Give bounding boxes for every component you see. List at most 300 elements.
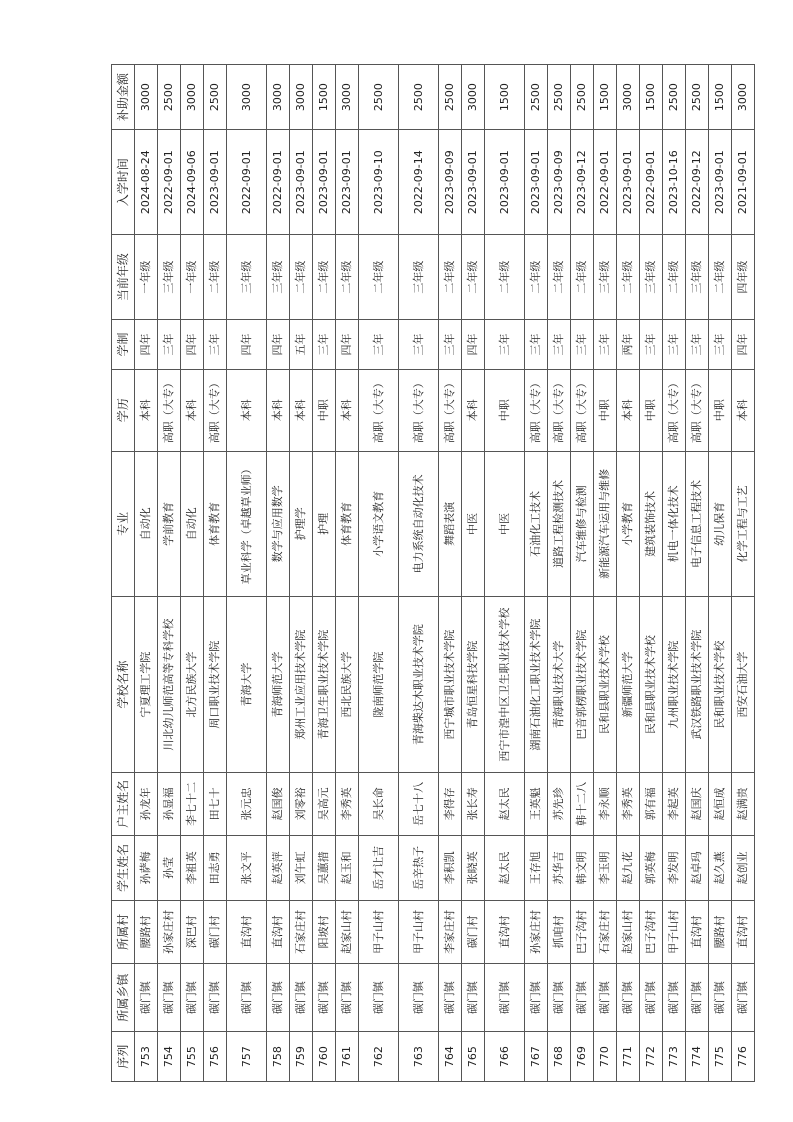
cell-school: 青海卫生职业技术学院 (313, 597, 336, 773)
student-subsidy-table (111, 64, 755, 1082)
cell-major: 数学与应用数学 (267, 451, 290, 597)
cell-village: 直沟村 (227, 900, 267, 963)
cell-subsidy-amount: 2500 (686, 65, 709, 130)
cell-education: 中职 (594, 369, 617, 451)
cell-education: 中职 (313, 369, 336, 451)
cell-index: 756 (204, 1032, 227, 1082)
cell-major: 自动化 (135, 451, 158, 597)
cell-township: 碳门镇 (439, 963, 462, 1031)
cell-index: 770 (594, 1032, 617, 1082)
cell-education: 高职（大专） (525, 369, 548, 451)
cell-major: 中医 (462, 451, 485, 597)
table-row (135, 65, 158, 1082)
cell-subsidy-amount: 1500 (594, 65, 617, 130)
table-row (686, 65, 709, 1082)
cell-household-head: 张长寿 (462, 772, 485, 835)
cell-household-head: 苏先珍 (548, 772, 571, 835)
cell-school: 陇南师范学院 (359, 597, 399, 773)
cell-household-head: 赵国俊 (267, 772, 290, 835)
cell-grade: 三年级 (399, 235, 439, 320)
cell-index: 766 (485, 1032, 525, 1082)
cell-village: 甲子山村 (359, 900, 399, 963)
table-row (709, 65, 732, 1082)
cell-index: 757 (227, 1032, 267, 1082)
cell-education: 高职（大专） (359, 369, 399, 451)
cell-village: 碳门村 (204, 900, 227, 963)
cell-grade: 二年级 (204, 235, 227, 320)
cell-household-head: 田七十 (204, 772, 227, 835)
table-row (313, 65, 336, 1082)
cell-education: 本科 (617, 369, 640, 451)
cell-village: 腰路村 (709, 900, 732, 963)
cell-township: 碳门镇 (135, 963, 158, 1031)
cell-index: 761 (336, 1032, 359, 1082)
cell-education: 本科 (267, 369, 290, 451)
cell-grade: 二年级 (663, 235, 686, 320)
cell-village: 阳坡村 (313, 900, 336, 963)
cell-household-head: 孙显福 (158, 772, 181, 835)
header-student-name: 学生姓名 (112, 835, 135, 900)
table-row (181, 65, 204, 1082)
cell-village: 深巴村 (181, 900, 204, 963)
cell-student-name: 王存旭 (525, 835, 548, 900)
cell-school: 新疆师范大学 (617, 597, 640, 773)
cell-grade: 二年级 (617, 235, 640, 320)
cell-enrollment-date: 2023-09-01 (313, 130, 336, 235)
cell-enrollment-date: 2023-09-01 (485, 130, 525, 235)
cell-household-head: 赵恒成 (709, 772, 732, 835)
cell-duration: 三年 (439, 320, 462, 370)
cell-duration: 四年 (181, 320, 204, 370)
cell-index: 769 (571, 1032, 594, 1082)
cell-grade: 三年级 (686, 235, 709, 320)
cell-student-name: 张文平 (227, 835, 267, 900)
cell-school: 青海师范大学 (267, 597, 290, 773)
cell-household-head: 李起英 (663, 772, 686, 835)
cell-education: 本科 (181, 369, 204, 451)
cell-village: 石家庄村 (290, 900, 313, 963)
cell-township: 碳门镇 (227, 963, 267, 1031)
cell-major: 小学语文教育 (359, 451, 399, 597)
cell-subsidy-amount: 2500 (571, 65, 594, 130)
cell-student-name: 李发明 (663, 835, 686, 900)
cell-grade: 三年级 (594, 235, 617, 320)
cell-enrollment-date: 2023-09-01 (462, 130, 485, 235)
cell-township: 碳门镇 (640, 963, 663, 1031)
cell-subsidy-amount: 3000 (336, 65, 359, 130)
table-row (485, 65, 525, 1082)
cell-subsidy-amount: 2500 (399, 65, 439, 130)
cell-index: 765 (462, 1032, 485, 1082)
cell-subsidy-amount: 3000 (617, 65, 640, 130)
cell-enrollment-date: 2023-09-01 (290, 130, 313, 235)
cell-household-head: 赵满贵 (732, 772, 755, 835)
cell-enrollment-date: 2023-09-01 (204, 130, 227, 235)
cell-subsidy-amount: 1500 (709, 65, 732, 130)
cell-education: 本科 (135, 369, 158, 451)
cell-household-head: 吴高元 (313, 772, 336, 835)
cell-enrollment-date: 2022-09-14 (399, 130, 439, 235)
cell-enrollment-date: 2023-09-01 (617, 130, 640, 235)
table-row (204, 65, 227, 1082)
cell-major: 护理学 (290, 451, 313, 597)
table-row (158, 65, 181, 1082)
header-index: 序列 (112, 1032, 135, 1082)
cell-township: 碳门镇 (313, 963, 336, 1031)
cell-education: 中职 (709, 369, 732, 451)
cell-grade: 一年级 (135, 235, 158, 320)
cell-subsidy-amount: 1500 (313, 65, 336, 130)
cell-index: 755 (181, 1032, 204, 1082)
cell-village: 巴子沟村 (640, 900, 663, 963)
cell-school: 郑州工业应用技术学院 (290, 597, 313, 773)
cell-school: 民和职业技术学校 (709, 597, 732, 773)
cell-township: 碳门镇 (571, 963, 594, 1031)
cell-township: 碳门镇 (525, 963, 548, 1031)
cell-duration: 三年 (485, 320, 525, 370)
cell-duration: 两年 (617, 320, 640, 370)
cell-school: 青岛恒星科技学院 (462, 597, 485, 773)
cell-major: 草业科学（卓越草业师） (227, 451, 267, 597)
cell-enrollment-date: 2023-09-10 (359, 130, 399, 235)
cell-township: 碳门镇 (290, 963, 313, 1031)
table-row (640, 65, 663, 1082)
cell-village: 直沟村 (686, 900, 709, 963)
header-school: 学校名称 (112, 597, 135, 773)
cell-grade: 三年级 (227, 235, 267, 320)
cell-enrollment-date: 2023-09-01 (336, 130, 359, 235)
cell-student-name: 赵九花 (617, 835, 640, 900)
cell-school: 周口职业技术学院 (204, 597, 227, 773)
cell-school: 民和县职业技术学校 (640, 597, 663, 773)
cell-grade: 二年级 (439, 235, 462, 320)
cell-education: 中职 (640, 369, 663, 451)
cell-school: 巴音郭楞职业技术学院 (571, 597, 594, 773)
cell-index: 762 (359, 1032, 399, 1082)
table-body (135, 65, 755, 1082)
cell-major: 体育教育 (204, 451, 227, 597)
cell-subsidy-amount: 3000 (181, 65, 204, 130)
cell-major: 中医 (485, 451, 525, 597)
cell-school: 民和县职业技术学校 (594, 597, 617, 773)
table-row (548, 65, 571, 1082)
cell-household-head: 张元忠 (227, 772, 267, 835)
cell-duration: 三年 (548, 320, 571, 370)
cell-school: 西宁市湟中区卫生职业技术学校 (485, 597, 525, 773)
cell-duration: 三年 (594, 320, 617, 370)
cell-township: 碳门镇 (158, 963, 181, 1031)
cell-duration: 三年 (709, 320, 732, 370)
table-row (267, 65, 290, 1082)
cell-student-name: 苏华吉 (548, 835, 571, 900)
cell-enrollment-date: 2022-09-01 (227, 130, 267, 235)
cell-duration: 五年 (290, 320, 313, 370)
cell-township: 碳门镇 (548, 963, 571, 1031)
table-row (571, 65, 594, 1082)
table-row (663, 65, 686, 1082)
cell-index: 768 (548, 1032, 571, 1082)
header-village: 所属村 (112, 900, 135, 963)
cell-student-name: 田志勇 (204, 835, 227, 900)
cell-student-name: 赵玉和 (336, 835, 359, 900)
cell-village: 孙家庄村 (525, 900, 548, 963)
cell-grade: 二年级 (313, 235, 336, 320)
cell-enrollment-date: 2023-09-01 (709, 130, 732, 235)
cell-subsidy-amount: 2500 (204, 65, 227, 130)
cell-grade: 二年级 (462, 235, 485, 320)
cell-school: 青海柴达木职业技术学院 (399, 597, 439, 773)
cell-education: 高职（大专） (204, 369, 227, 451)
cell-village: 甲子山村 (399, 900, 439, 963)
cell-education: 高职（大专） (158, 369, 181, 451)
cell-school: 川北幼儿师范高等专科学校 (158, 597, 181, 773)
cell-subsidy-amount: 3000 (732, 65, 755, 130)
cell-household-head: 赵太民 (485, 772, 525, 835)
cell-household-head: 韩十二八 (571, 772, 594, 835)
cell-student-name: 张晓英 (462, 835, 485, 900)
cell-subsidy-amount: 3000 (462, 65, 485, 130)
cell-township: 碳门镇 (399, 963, 439, 1031)
cell-enrollment-date: 2022-09-12 (686, 130, 709, 235)
cell-village: 石家庄村 (594, 900, 617, 963)
cell-grade: 二年级 (485, 235, 525, 320)
cell-enrollment-date: 2023-09-09 (439, 130, 462, 235)
cell-household-head: 赵国庆 (686, 772, 709, 835)
cell-education: 本科 (462, 369, 485, 451)
table-row (732, 65, 755, 1082)
cell-village: 抓咱村 (548, 900, 571, 963)
cell-duration: 四年 (267, 320, 290, 370)
cell-subsidy-amount: 2500 (548, 65, 571, 130)
cell-major: 自动化 (181, 451, 204, 597)
cell-village: 直沟村 (732, 900, 755, 963)
cell-subsidy-amount: 3000 (135, 65, 158, 130)
cell-education: 高职（大专） (663, 369, 686, 451)
cell-village: 腰路村 (135, 900, 158, 963)
cell-school: 湖南石油化工职业技术学院 (525, 597, 548, 773)
cell-student-name: 赵创业 (732, 835, 755, 900)
header-major: 专业 (112, 451, 135, 597)
cell-subsidy-amount: 2500 (439, 65, 462, 130)
cell-household-head: 刘零裕 (290, 772, 313, 835)
cell-major: 小学教育 (617, 451, 640, 597)
table-row (399, 65, 439, 1082)
cell-grade: 二年级 (336, 235, 359, 320)
cell-subsidy-amount: 1500 (640, 65, 663, 130)
cell-village: 直沟村 (267, 900, 290, 963)
cell-subsidy-amount: 2500 (663, 65, 686, 130)
cell-index: 775 (709, 1032, 732, 1082)
cell-index: 760 (313, 1032, 336, 1082)
header-subsidy-amount: 补助金额 (112, 65, 135, 130)
cell-household-head: 郭有福 (640, 772, 663, 835)
cell-student-name: 李玉明 (594, 835, 617, 900)
cell-school: 九州职业技术学院 (663, 597, 686, 773)
cell-major: 建筑装饰技术 (640, 451, 663, 597)
cell-duration: 三年 (158, 320, 181, 370)
cell-student-name: 李积凯 (439, 835, 462, 900)
header-enrollment-date: 入学时间 (112, 130, 135, 235)
cell-subsidy-amount: 3000 (267, 65, 290, 130)
cell-duration: 三年 (640, 320, 663, 370)
cell-index: 772 (640, 1032, 663, 1082)
cell-education: 中职 (485, 369, 525, 451)
table-row (462, 65, 485, 1082)
cell-village: 直沟村 (485, 900, 525, 963)
cell-township: 碳门镇 (709, 963, 732, 1031)
header-household-head: 户主姓名 (112, 772, 135, 835)
cell-subsidy-amount: 1500 (485, 65, 525, 130)
cell-grade: 一年级 (181, 235, 204, 320)
cell-student-name: 孙萨梅 (135, 835, 158, 900)
cell-duration: 三年 (399, 320, 439, 370)
cell-township: 碳门镇 (359, 963, 399, 1031)
cell-school: 西北民族大学 (336, 597, 359, 773)
cell-enrollment-date: 2022-09-01 (267, 130, 290, 235)
cell-subsidy-amount: 3000 (290, 65, 313, 130)
cell-major: 学前教育 (158, 451, 181, 597)
cell-household-head: 李得存 (439, 772, 462, 835)
cell-education: 高职（大专） (439, 369, 462, 451)
cell-major: 石油化工技术 (525, 451, 548, 597)
cell-subsidy-amount: 2500 (525, 65, 548, 130)
cell-student-name: 李祖英 (181, 835, 204, 900)
cell-student-name: 吴蕙措 (313, 835, 336, 900)
cell-township: 碳门镇 (594, 963, 617, 1031)
cell-grade: 二年级 (571, 235, 594, 320)
cell-student-name: 赵太民 (485, 835, 525, 900)
cell-grade: 三年级 (267, 235, 290, 320)
cell-index: 773 (663, 1032, 686, 1082)
cell-student-name: 郭英梅 (640, 835, 663, 900)
table-header-row (112, 65, 135, 1082)
cell-township: 碳门镇 (181, 963, 204, 1031)
cell-school: 北方民族大学 (181, 597, 204, 773)
cell-student-name: 岳辛热子 (399, 835, 439, 900)
cell-enrollment-date: 2022-09-01 (594, 130, 617, 235)
cell-education: 高职（大专） (548, 369, 571, 451)
cell-subsidy-amount: 2500 (158, 65, 181, 130)
cell-education: 本科 (290, 369, 313, 451)
cell-duration: 三年 (359, 320, 399, 370)
cell-education: 本科 (732, 369, 755, 451)
cell-duration: 四年 (462, 320, 485, 370)
cell-township: 碳门镇 (485, 963, 525, 1031)
header-duration: 学制 (112, 320, 135, 370)
cell-school: 青海职业技术大学 (548, 597, 571, 773)
cell-village: 碳门村 (462, 900, 485, 963)
cell-index: 774 (686, 1032, 709, 1082)
cell-grade: 二年级 (548, 235, 571, 320)
cell-student-name: 刘午虹 (290, 835, 313, 900)
cell-township: 碳门镇 (686, 963, 709, 1031)
cell-household-head: 李永顺 (594, 772, 617, 835)
cell-township: 碳门镇 (336, 963, 359, 1031)
cell-major: 体育教育 (336, 451, 359, 597)
cell-school: 武汉铁路职业技术学院 (686, 597, 709, 773)
cell-duration: 四年 (135, 320, 158, 370)
cell-major: 幼儿保育 (709, 451, 732, 597)
cell-grade: 三年级 (640, 235, 663, 320)
cell-education: 高职（大专） (686, 369, 709, 451)
cell-grade: 二年级 (709, 235, 732, 320)
cell-township: 碳门镇 (267, 963, 290, 1031)
cell-grade: 二年级 (525, 235, 548, 320)
cell-enrollment-date: 2023-09-09 (548, 130, 571, 235)
cell-village: 孙家庄村 (158, 900, 181, 963)
table-row (290, 65, 313, 1082)
header-grade: 当前年级 (112, 235, 135, 320)
cell-household-head: 孙龙年 (135, 772, 158, 835)
cell-index: 776 (732, 1032, 755, 1082)
cell-village: 赵家山村 (617, 900, 640, 963)
table-row (336, 65, 359, 1082)
cell-township: 碳门镇 (732, 963, 755, 1031)
cell-school: 西安石油大学 (732, 597, 755, 773)
cell-enrollment-date: 2023-09-12 (571, 130, 594, 235)
cell-student-name: 孙莹 (158, 835, 181, 900)
cell-township: 碳门镇 (617, 963, 640, 1031)
cell-index: 754 (158, 1032, 181, 1082)
header-education: 学历 (112, 369, 135, 451)
table-row (227, 65, 267, 1082)
cell-index: 759 (290, 1032, 313, 1082)
table-row (617, 65, 640, 1082)
cell-duration: 三年 (313, 320, 336, 370)
cell-grade: 三年级 (158, 235, 181, 320)
cell-duration: 三年 (571, 320, 594, 370)
cell-enrollment-date: 2021-09-01 (732, 130, 755, 235)
cell-enrollment-date: 2023-10-16 (663, 130, 686, 235)
cell-index: 763 (399, 1032, 439, 1082)
table-row (525, 65, 548, 1082)
cell-enrollment-date: 2024-09-06 (181, 130, 204, 235)
cell-major: 道路工程检测技术 (548, 451, 571, 597)
cell-major: 电子信息工程技术 (686, 451, 709, 597)
cell-subsidy-amount: 3000 (227, 65, 267, 130)
cell-subsidy-amount: 2500 (359, 65, 399, 130)
cell-major: 电力系统自动化技术 (399, 451, 439, 597)
cell-enrollment-date: 2022-09-01 (158, 130, 181, 235)
cell-enrollment-date: 2022-09-01 (640, 130, 663, 235)
cell-major: 化学工程与工艺 (732, 451, 755, 597)
cell-student-name: 赵英萍 (267, 835, 290, 900)
cell-household-head: 吴长命 (359, 772, 399, 835)
cell-index: 758 (267, 1032, 290, 1082)
cell-index: 753 (135, 1032, 158, 1082)
cell-township: 碳门镇 (663, 963, 686, 1031)
cell-student-name: 岳才让吉 (359, 835, 399, 900)
cell-village: 甲子山村 (663, 900, 686, 963)
cell-township: 碳门镇 (462, 963, 485, 1031)
cell-enrollment-date: 2023-09-01 (525, 130, 548, 235)
cell-student-name: 韩文明 (571, 835, 594, 900)
cell-education: 高职（大专） (399, 369, 439, 451)
cell-student-name: 赵卓玛 (686, 835, 709, 900)
cell-duration: 三年 (204, 320, 227, 370)
cell-enrollment-date: 2024-08-24 (135, 130, 158, 235)
cell-major: 舞蹈表演 (439, 451, 462, 597)
cell-household-head: 李秀英 (617, 772, 640, 835)
cell-grade: 四年级 (732, 235, 755, 320)
table-row (359, 65, 399, 1082)
cell-duration: 四年 (732, 320, 755, 370)
cell-student-name: 赵久燕 (709, 835, 732, 900)
cell-major: 新能源汽车运用与维修 (594, 451, 617, 597)
cell-education: 本科 (336, 369, 359, 451)
cell-duration: 四年 (336, 320, 359, 370)
cell-index: 764 (439, 1032, 462, 1082)
